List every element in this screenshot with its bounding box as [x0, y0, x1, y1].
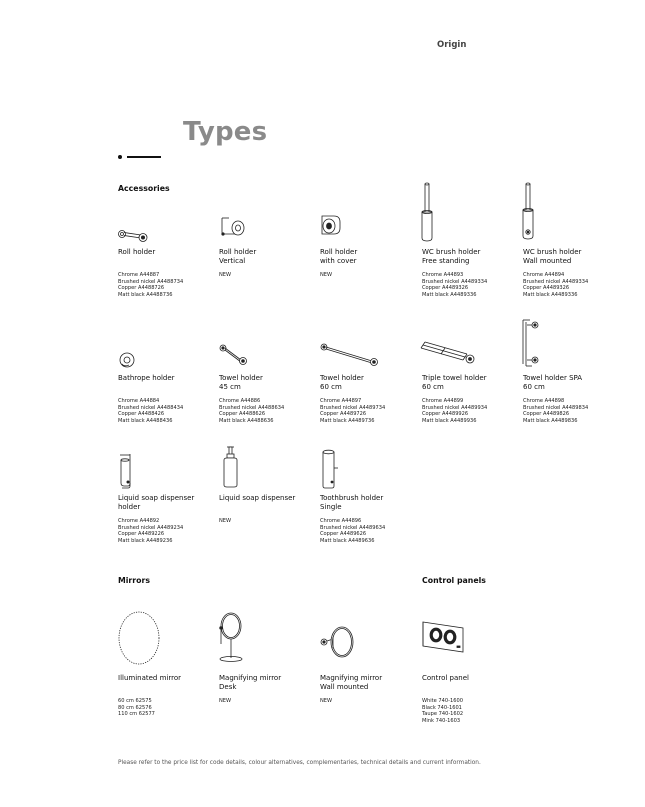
item-codes-illuminated-mirror: 60 cm 62575 80 cm 62576 110 cm 62577: [118, 698, 155, 718]
towel-bar-45-icon: [219, 344, 249, 370]
item-name-towel-60: Towel holder 60 cm: [320, 374, 364, 391]
footnote: Please refer to the price list for code details, colour alternatives, complementaries, technical details and current information.: [118, 760, 481, 766]
towel-bar-60-icon: [320, 342, 380, 372]
item-name-wc-brush-free: WC brush holder Free standing: [422, 248, 481, 265]
item-codes-roll-holder: Chrome A44887 Brushed nickel A4488734 Copper A4488726 Matt black A4488736: [118, 272, 184, 299]
item-name-toothbrush: Toothbrush holder Single: [320, 494, 384, 511]
item-name-roll-holder-vertical: Roll holder Vertical: [219, 248, 257, 265]
section-mirrors: Mirrors: [118, 576, 150, 585]
section-accessories: Accessories: [118, 184, 170, 193]
roll-holder-vertical-icon: [219, 214, 249, 246]
item-name-soap-dispenser: Liquid soap dispenser: [219, 494, 296, 502]
item-name-towel-triple: Triple towel holder 60 cm: [422, 374, 487, 391]
wc-brush-wall-mounted-icon: [522, 182, 542, 248]
item-codes-roll-holder-cover: NEW: [320, 272, 333, 278]
item-codes-towel-spa: Chrome A44898 Brushed nickel A4489834 Copper A4489826 Matt black A4489836: [523, 398, 589, 425]
wc-brush-free-standing-icon: [421, 182, 441, 248]
title-rule-line: [127, 156, 161, 158]
item-codes-magnifying-wall: NEW: [320, 698, 333, 704]
item-codes-wc-brush-free: Chrome A44893 Brushed nickel A4489334 Copper A4489326 Matt black A4489336: [422, 272, 488, 299]
item-name-control-panel: Control panel: [422, 674, 469, 682]
item-codes-soap-dispenser: NEW: [219, 518, 232, 524]
item-name-magnifying-desk: Magnifying mirror Desk: [219, 674, 282, 691]
item-codes-control-panel: White 740-1600 Black 740-1601 Taupe 740-1602 Mink 740-1603: [422, 698, 464, 725]
item-codes-toothbrush: Chrome A44896 Brushed nickel A4489634 Copper A4489626 Matt black A4489636: [320, 518, 386, 545]
roll-holder-icon: [118, 224, 150, 248]
page-title: Types: [183, 117, 268, 147]
control-panel-icon: [421, 620, 467, 658]
item-name-roll-holder-cover: Roll holder with cover: [320, 248, 358, 265]
bathrobe-hook-icon: [118, 350, 138, 374]
toothbrush-holder-icon: [320, 448, 344, 494]
item-codes-towel-45: Chrome A44886 Brushed nickel A4488634 Copper A4488626 Matt black A4488636: [219, 398, 285, 425]
triple-towel-holder-icon: [421, 338, 479, 372]
item-codes-roll-holder-vertical: NEW: [219, 272, 232, 278]
magnifying-mirror-desk-icon: [218, 606, 248, 670]
item-name-illuminated-mirror: Illuminated mirror: [118, 674, 182, 682]
item-name-roll-holder: Roll holder: [118, 248, 156, 256]
item-codes-towel-60: Chrome A44897 Brushed nickel A4489734 Copper A4489726 Matt black A4489736: [320, 398, 386, 425]
magnifying-mirror-wall-icon: [320, 624, 358, 668]
item-name-towel-45: Towel holder 45 cm: [219, 374, 263, 391]
item-codes-bathrobe-holder: Chrome A44884 Brushed nickel A4488434 Copper A4488426 Matt black A4488436: [118, 398, 184, 425]
item-codes-soap-holder: Chrome A44892 Brushed nickel A4489234 Copper A4489226 Matt black A4489236: [118, 518, 184, 545]
item-name-bathrobe-holder: Bathrope holder: [118, 374, 175, 382]
item-codes-wc-brush-wall: Chrome A44894 Brushed nickel A4489334 Copper A4489326 Matt black A4489336: [523, 272, 589, 299]
title-rule-dot: [118, 155, 122, 159]
soap-dispenser-icon: [221, 444, 245, 494]
illuminated-mirror-icon: [118, 610, 162, 670]
item-name-magnifying-wall: Magnifying mirror Wall mounted: [320, 674, 383, 691]
item-name-towel-spa: Towel holder SPA 60 cm: [523, 374, 583, 391]
roll-holder-cover-icon: [320, 212, 350, 244]
item-codes-towel-triple: Chrome A44899 Brushed nickel A4489934 Copper A4489926 Matt black A4489936: [422, 398, 488, 425]
item-name-soap-holder: Liquid soap dispenser holder: [118, 494, 195, 511]
item-codes-magnifying-desk: NEW: [219, 698, 232, 704]
soap-dispenser-holder-icon: [118, 452, 140, 494]
brand-name: Origin: [437, 40, 467, 50]
section-control-panels: Control panels: [422, 576, 486, 585]
item-name-wc-brush-wall: WC brush holder Wall mounted: [523, 248, 582, 265]
towel-holder-spa-icon: [520, 316, 550, 374]
